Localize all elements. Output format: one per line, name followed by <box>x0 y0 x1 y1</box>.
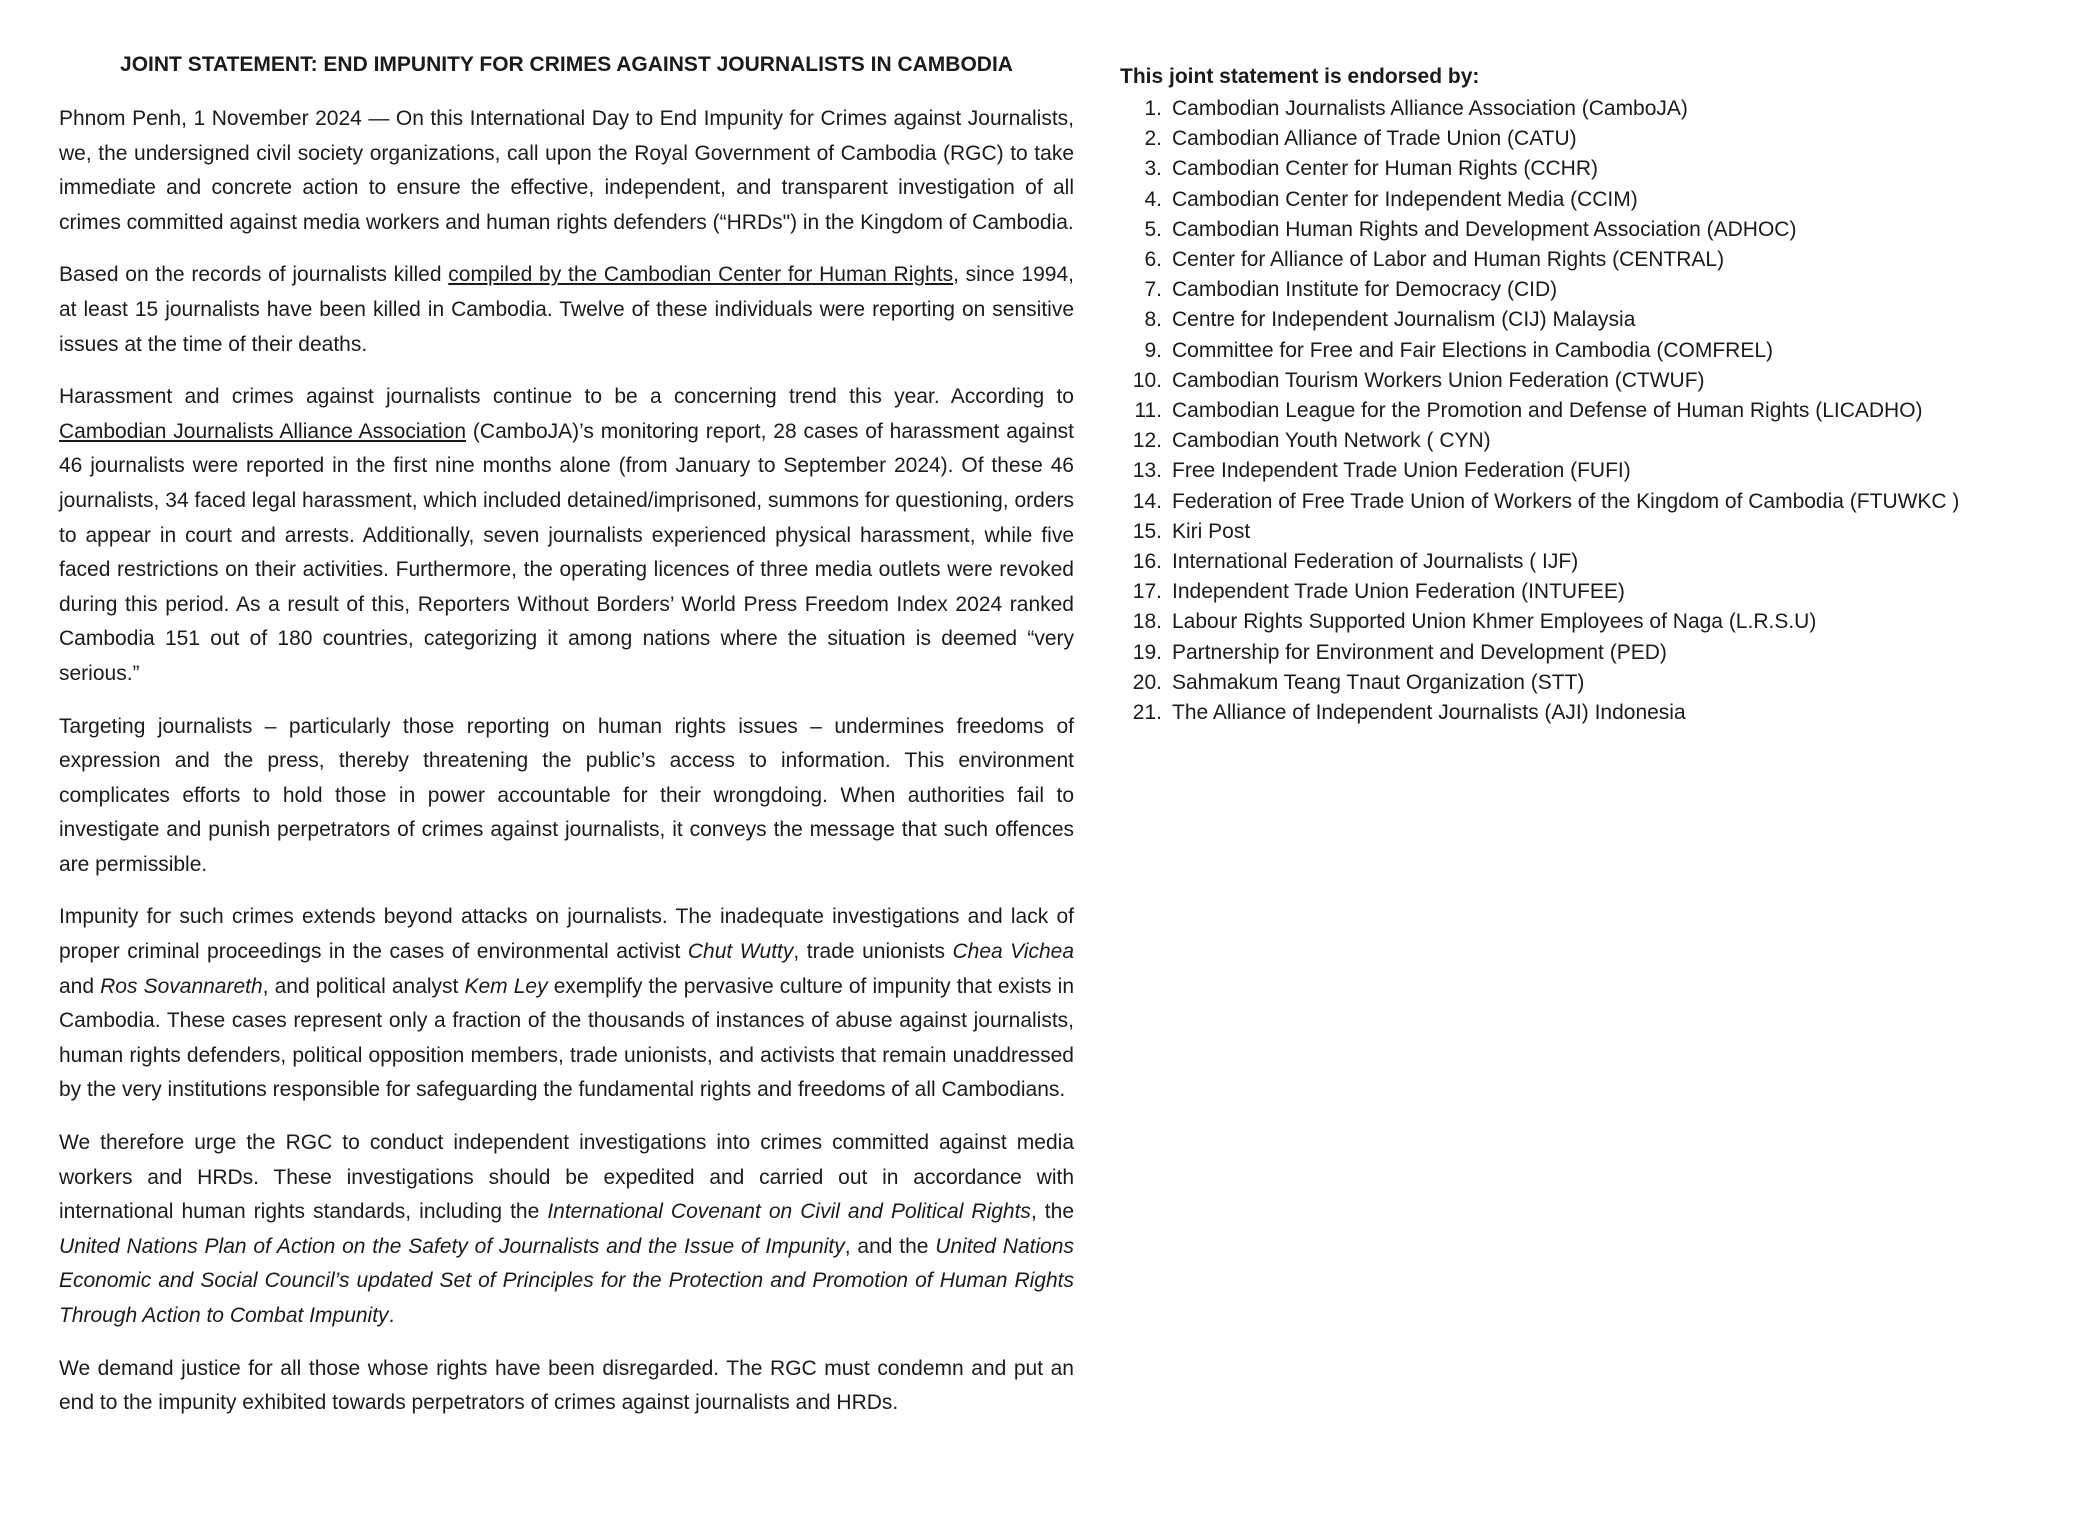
paragraph-urge-text-a: We therefore urge the RGC to conduct independent investigations into crimes committed against media workers and HRDs. These investigations should be expedited and carried out in accordance with international human rights standards, including the <box>59 1131 1074 1224</box>
endorsement-item-name: The Alliance of Independent Journalists (AJI) Indonesia <box>1172 701 1686 725</box>
doc-iccpr: International Covenant on Civil and Political Rights <box>547 1200 1031 1224</box>
endorsement-item-number: 12. <box>1132 429 1162 453</box>
endorsement-item-name: Free Independent Trade Union Federation (FUFI) <box>1172 459 1631 483</box>
endorsement-item <box>1120 456 2060 486</box>
paragraph-urge-text-c: , and the <box>844 1234 936 1258</box>
endorsement-item-number: 5. <box>1144 217 1162 241</box>
paragraph-impunity <box>59 900 1074 1108</box>
endorsement-item-name: Cambodian Center for Human Rights (CCHR) <box>1172 157 1598 181</box>
endorsement-item <box>1120 577 2060 607</box>
paragraph-harassment-text-a: Harassment and crimes against journalists continue to be a concerning trend this year. According to <box>59 385 1074 409</box>
endorsement-item <box>1120 305 2060 335</box>
endorsement-item-number: 17. <box>1132 580 1162 604</box>
endorsement-item-number: 18. <box>1132 610 1162 634</box>
endorsement-item-name: Committee for Free and Fair Elections in Cambodia (COMFREL) <box>1172 338 1774 362</box>
endorsement-item-name: Cambodian Center for Independent Media (CCIM) <box>1172 187 1638 211</box>
name-kem-ley: Kem Ley <box>464 974 548 998</box>
doc-ecosoc-principles: United Nations Economic and Social Council’s updated Set of Principles for the Protection and Promotion of Human Rights Through Action to Combat Impunity <box>59 1234 1074 1327</box>
paragraph-impunity-text-d: , and political analyst <box>262 974 465 998</box>
endorsement-item-name: Cambodian Alliance of Trade Union (CATU) <box>1172 127 1577 151</box>
paragraph-impunity-text-b: , trade unionists <box>793 940 953 964</box>
paragraph-impunity-text-a: Impunity for such crimes extends beyond attacks on journalists. The inadequate investigations and lack of proper criminal proceedings in the cases of environmental activist <box>59 905 1074 964</box>
endorsement-item <box>1120 517 2060 547</box>
endorsement-item <box>1120 245 2060 275</box>
doc-un-plan-of-action: United Nations Plan of Action on the Safety of Journalists and the Issue of Impunity <box>59 1234 845 1258</box>
endorsement-item <box>1120 215 2060 245</box>
endorsement-item <box>1120 94 2060 124</box>
endorsement-item-name: Cambodian League for the Promotion and Defense of Human Rights (LICADHO) <box>1172 399 1923 423</box>
endorsement-item-name: Labour Rights Supported Union Khmer Employees of Naga (L.R.S.U) <box>1172 610 1817 634</box>
endorsement-item <box>1120 426 2060 456</box>
endorsement-item-name: Sahmakum Teang Tnaut Organization (STT) <box>1172 670 1585 694</box>
paragraph-intro: Phnom Penh, 1 November 2024 — On this International Day to End Impunity for Crimes against Journalists, we, the undersigned civil society organizations, call upon the Royal Government of Cambodia (RGC) to take immediate and concrete action to ensure the effective, independent, and transparent investigation of all crimes committed against media workers and human rights defenders (“HRDs") in the Kingdom of Cambodia. <box>59 107 1074 234</box>
endorsement-item-name: International Federation of Journalists ( IJF) <box>1172 550 1579 574</box>
endorsement-item <box>1120 185 2060 215</box>
endorsement-item-number: 3. <box>1144 157 1162 181</box>
endorsement-item-number: 8. <box>1144 308 1162 332</box>
endorsement-column <box>1120 62 2060 728</box>
paragraph-urge <box>59 1126 1074 1334</box>
endorsement-item <box>1120 547 2060 577</box>
endorsement-item-number: 1. <box>1144 97 1162 120</box>
endorsement-item-name: Center for Alliance of Labor and Human Rights (CENTRAL) <box>1172 248 1725 272</box>
statement-title: JOINT STATEMENT: END IMPUNITY FOR CRIMES AGAINST JOURNALISTS IN CAMBODIA <box>120 53 1013 76</box>
endorsement-item <box>1120 668 2060 698</box>
endorsement-item <box>1120 396 2060 426</box>
endorsement-item <box>1120 275 2060 305</box>
endorsement-item-number: 13. <box>1132 459 1162 483</box>
endorsement-item <box>1120 366 2060 396</box>
endorsement-item-name: Cambodian Human Rights and Development Association (ADHOC) <box>1172 217 1797 241</box>
endorsement-item <box>1120 154 2060 184</box>
endorsement-item-name: Cambodian Youth Network ( CYN) <box>1172 429 1491 453</box>
endorsement-item-name: Cambodian Journalists Alliance Association (CamboJA) <box>1172 97 1688 120</box>
endorsement-item-name: Cambodian Institute for Democracy (CID) <box>1172 278 1558 302</box>
endorsement-item <box>1120 124 2060 154</box>
paragraph-urge-text-d: . <box>388 1304 395 1327</box>
camboja-link[interactable]: Cambodian Journalists Alliance Association <box>59 419 467 443</box>
endorsement-item-number: 9. <box>1144 338 1162 362</box>
paragraph-killings <box>59 258 1074 362</box>
endorsement-item-number: 7. <box>1144 278 1162 302</box>
paragraph-urge-text-b: , the <box>1030 1200 1074 1224</box>
endorsement-item-name: Partnership for Environment and Development (PED) <box>1172 640 1667 664</box>
paragraph-impunity-text-e: exemplify the pervasive culture of impunity that exists in Cambodia. These cases represent only a fraction of the thousands of instances of abuse against journalists, human rights defenders, political opposition members, trade unionists, and activists that remain unaddressed by the very institutions responsible for safeguarding the fundamental rights and freedoms of all Cambodians. <box>59 974 1074 1102</box>
endorsement-item-number: 2. <box>1144 127 1162 151</box>
endorsement-item <box>1120 487 2060 517</box>
endorsement-item-name: Federation of Free Trade Union of Workers of the Kingdom of Cambodia (FTUWKC ) <box>1172 489 1960 513</box>
endorsement-list <box>1120 94 2060 728</box>
endorsement-item-number: 14. <box>1132 489 1162 513</box>
paragraph-demand: We demand justice for all those whose rights have been disregarded. The RGC must condemn and put an end to the impunity exhibited towards perpetrators of crimes against journalists and HRDs. <box>59 1356 1074 1415</box>
paragraph-impunity-text-c: and <box>59 974 101 998</box>
endorsement-item-number: 11. <box>1134 399 1162 423</box>
endorsement-item-number: 20. <box>1132 670 1162 694</box>
endorsement-item <box>1120 638 2060 668</box>
name-ros-sovannareth: Ros Sovannareth <box>100 974 263 998</box>
endorsement-item-number: 6. <box>1144 248 1162 272</box>
paragraph-killings-text-a: Based on the records of journalists killed <box>59 263 449 287</box>
paragraph-killings-text-b: , since 1994, at least 15 journalists have been killed in Cambodia. Twelve of these individuals were reporting on sensitive issues at the time of their deaths. <box>59 263 1074 356</box>
endorsement-item <box>1120 607 2060 637</box>
endorsement-item-name: Centre for Independent Journalism (CIJ) Malaysia <box>1172 308 1636 332</box>
endorsement-item-number: 21. <box>1132 701 1162 725</box>
endorsement-item-number: 19. <box>1132 640 1162 664</box>
endorsement-heading: This joint statement is endorsed by: <box>1120 65 1480 88</box>
statement-column <box>59 50 1074 1439</box>
paragraph-harassment <box>59 380 1074 691</box>
endorsement-item-number: 15. <box>1132 519 1162 543</box>
cchr-records-link[interactable]: compiled by the Cambodian Center for Human Rights <box>448 263 954 287</box>
paragraph-harassment-text-b: (CamboJA)’s monitoring report, 28 cases of harassment against 46 journalists were reported in the first nine months alone (from January to September 2024). Of these 46 journalists, 34 faced legal harassment, which included detained/imprisoned, summons for questioning, orders to appear in court and arrests. Additionally, seven journalists experienced physical harassment, while five faced restrictions on their activities. Furthermore, the operating licences of three media outlets were revoked during this period. As a result of this, Reporters Without Borders’ World Press Freedom Index 2024 ranked Cambodia 151 out of 180 countries, categorizing it among nations where the situation is deemed “very serious.” <box>59 419 1074 685</box>
paragraph-targeting: Targeting journalists – particularly those reporting on human rights issues – undermines freedoms of expression and the press, thereby threatening the public’s access to information. This environment complicates efforts to hold those in power accountable for their wrongdoing. When authorities fail to investigate and punish perpetrators of crimes against journalists, it conveys the message that such offences are permissible. <box>59 714 1074 876</box>
endorsement-item-name: Cambodian Tourism Workers Union Federation (CTWUF) <box>1172 368 1705 392</box>
endorsement-item-number: 10. <box>1132 368 1162 392</box>
endorsement-item-number: 16. <box>1132 550 1162 574</box>
name-chut-wutty: Chut Wutty <box>687 940 794 964</box>
endorsement-item-number: 4. <box>1144 187 1162 211</box>
endorsement-item-name: Kiri Post <box>1172 519 1251 543</box>
name-chea-vichea: Chea Vichea <box>952 940 1074 964</box>
endorsement-item <box>1120 698 2060 728</box>
endorsement-item <box>1120 336 2060 366</box>
endorsement-item-name: Independent Trade Union Federation (INTUFEE) <box>1172 580 1625 604</box>
